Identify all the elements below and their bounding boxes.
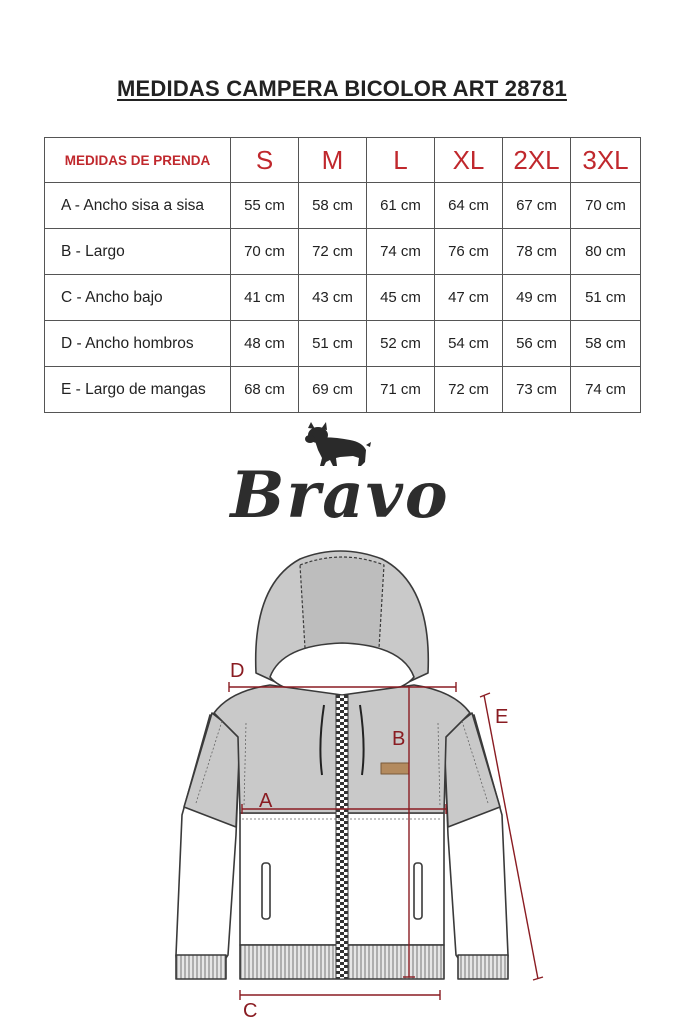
measure-value: 80 cm: [571, 229, 641, 275]
size-header: L: [367, 138, 435, 183]
label-d: D: [230, 660, 245, 682]
measure-value: 70 cm: [231, 229, 299, 275]
label-a: A: [259, 790, 273, 812]
measure-value: 68 cm: [231, 367, 299, 413]
measure-value: 72 cm: [299, 229, 367, 275]
size-header: M: [299, 138, 367, 183]
table-row: [45, 275, 641, 321]
measure-value: 49 cm: [503, 275, 571, 321]
measure-value: 67 cm: [503, 183, 571, 229]
table-row: [45, 229, 641, 275]
measure-value: 43 cm: [299, 275, 367, 321]
brand-name: Bravo: [230, 458, 450, 533]
measure-value: 72 cm: [435, 367, 503, 413]
measure-value: 71 cm: [367, 367, 435, 413]
measure-label: C - Ancho bajo: [45, 275, 231, 321]
measure-value: 58 cm: [299, 183, 367, 229]
table-header-row: [45, 138, 641, 183]
measure-label: A - Ancho sisa a sisa: [45, 183, 231, 229]
measure-value: 70 cm: [571, 183, 641, 229]
size-header: XL: [435, 138, 503, 183]
measure-value: 56 cm: [503, 321, 571, 367]
right-cuff: [458, 955, 508, 979]
measure-value: 78 cm: [503, 229, 571, 275]
brand-logo: [190, 420, 490, 540]
measure-value: 73 cm: [503, 367, 571, 413]
size-header: 3XL: [571, 138, 641, 183]
table-row: [45, 367, 641, 413]
brand-patch: [381, 763, 409, 774]
measure-value: 74 cm: [571, 367, 641, 413]
jacket-diagram: [0, 545, 684, 1024]
measure-value: 47 cm: [435, 275, 503, 321]
header-corner-label: MEDIDAS DE PRENDA: [45, 138, 231, 183]
measure-value: 54 cm: [435, 321, 503, 367]
table-row: [45, 183, 641, 229]
page-title: MEDIDAS CAMPERA BICOLOR ART 28781: [117, 76, 567, 101]
measure-value: 64 cm: [435, 183, 503, 229]
table-row: [45, 321, 641, 367]
measure-value: 45 cm: [367, 275, 435, 321]
label-c: C: [243, 1000, 258, 1022]
zipper: [336, 695, 348, 979]
measure-value: 69 cm: [299, 367, 367, 413]
label-b: B: [392, 728, 406, 750]
measure-value: 58 cm: [571, 321, 641, 367]
measure-label: D - Ancho hombros: [45, 321, 231, 367]
measure-value: 52 cm: [367, 321, 435, 367]
size-header: 2XL: [503, 138, 571, 183]
label-e: E: [495, 706, 509, 728]
measure-value: 61 cm: [367, 183, 435, 229]
measure-value: 48 cm: [231, 321, 299, 367]
measure-value: 55 cm: [231, 183, 299, 229]
measure-value: 76 cm: [435, 229, 503, 275]
measure-label: E - Largo de mangas: [45, 367, 231, 413]
measure-label: B - Largo: [45, 229, 231, 275]
measure-value: 51 cm: [571, 275, 641, 321]
measure-value: 74 cm: [367, 229, 435, 275]
size-chart-table: [44, 137, 641, 413]
left-cuff: [176, 955, 226, 979]
measure-value: 41 cm: [231, 275, 299, 321]
measure-value: 51 cm: [299, 321, 367, 367]
size-header: S: [231, 138, 299, 183]
